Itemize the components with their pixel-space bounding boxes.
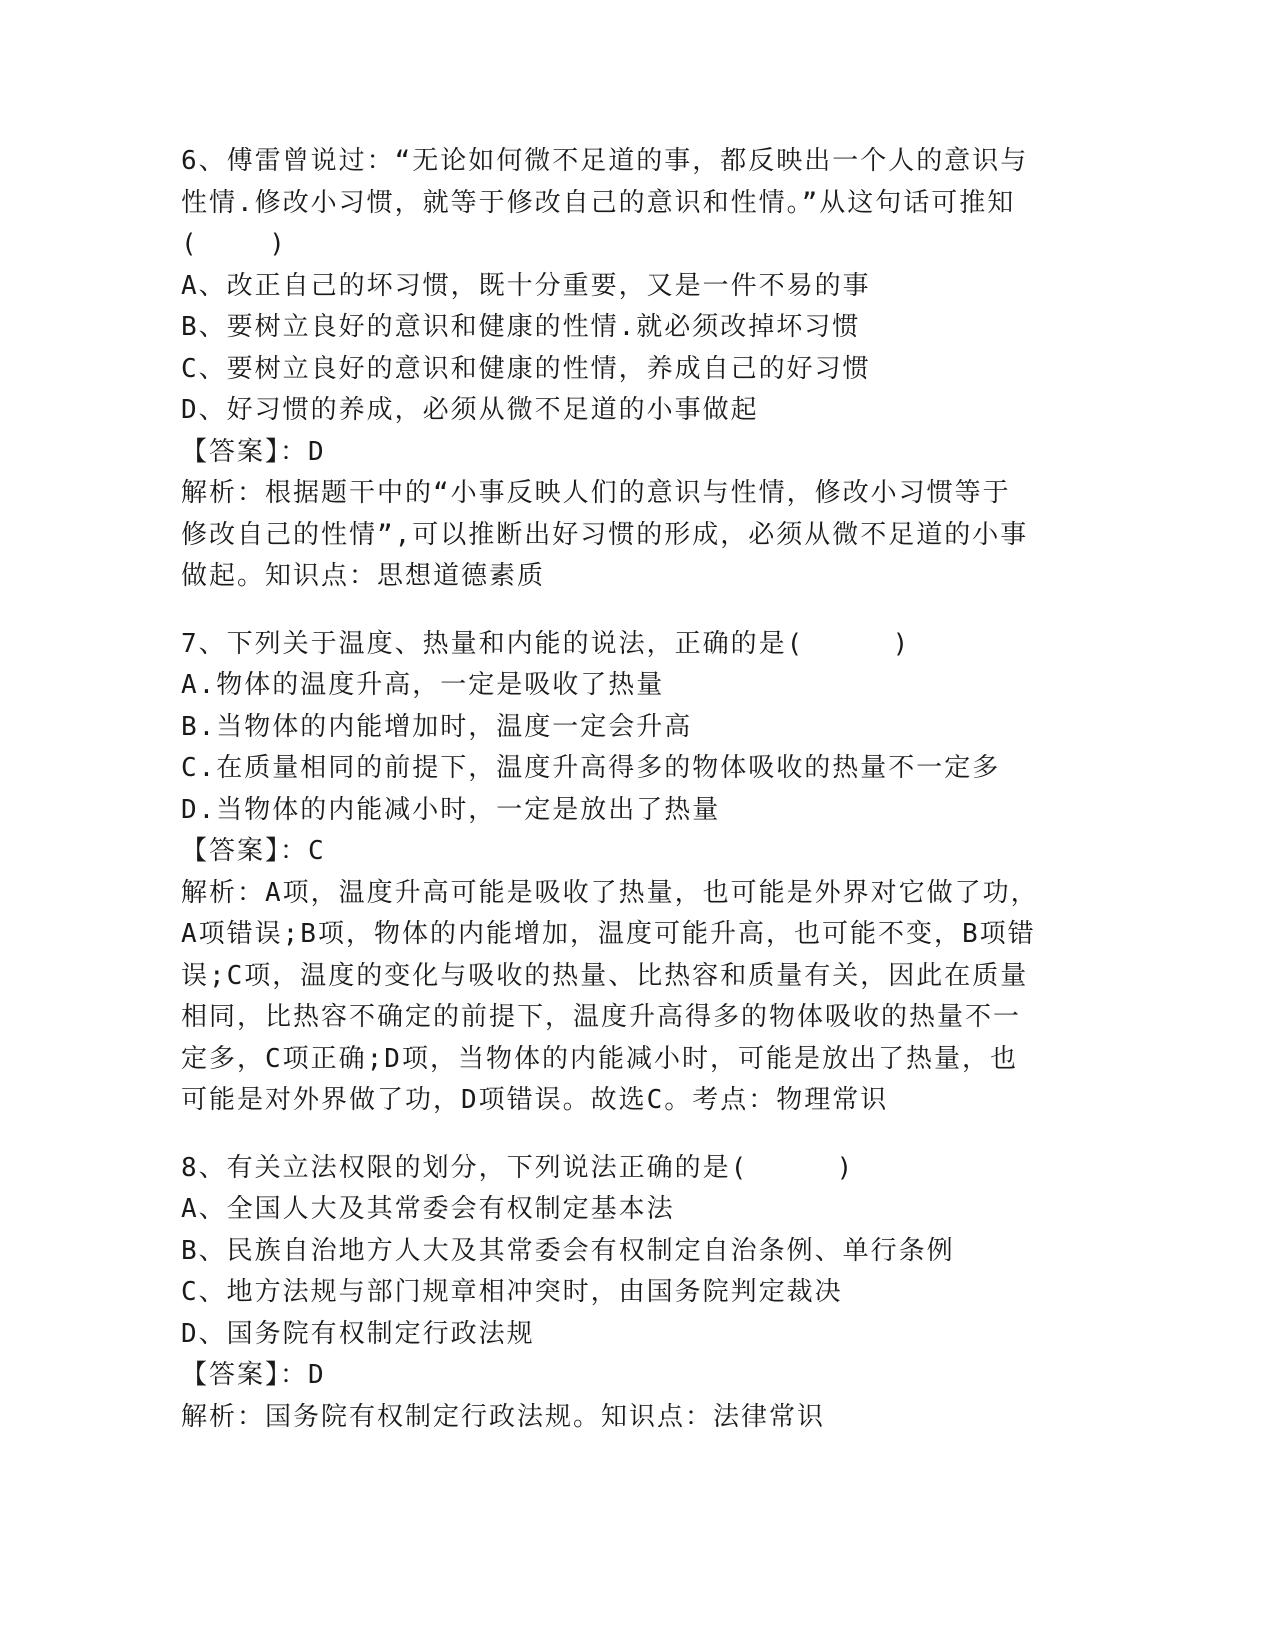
option-b: B.当物体的内能增加时，温度一定会升高 [181,711,693,742]
question-stem [181,141,1041,266]
analysis-line: 解析：国务院有权制定行政法规。知识点：法律常识 [181,1401,826,1432]
answer-line: 【答案】：D [181,1360,326,1390]
analysis-line: A项错误;B项，物体的内能增加，温度可能升高，也可能不变，B项错 [181,919,1036,949]
analysis-line: 定多，C项正确;D项，当物体的内能减小时，可能是放出了热量，也 [181,1043,1018,1074]
option-b: B、民族自治地方人大及其常委会有权制定自治条例、单行条例 [181,1235,955,1266]
option-c: C、地方法规与部门规章相冲突时，由国务院判定裁决 [181,1277,843,1307]
question-8 [181,1148,1041,1439]
analysis-line: 相同，比热容不确定的前提下，温度升高得多的物体吸收的热量不一 [181,1002,1022,1032]
analysis [181,873,1041,1122]
analysis [181,1397,1041,1439]
stem-line: 7、下列关于温度、热量和内能的说法，正确的是( ) [181,628,911,659]
option-c: C.在质量相同的前提下，温度升高得多的物体吸收的热量不一定多 [181,753,1001,783]
option-d: D.当物体的内能减小时，一定是放出了热量 [181,794,721,825]
option-d: D、好习惯的养成，必须从微不足道的小事做起 [181,395,759,425]
analysis-line: 误;C项，温度的变化与吸收的热量、比热容和质量有关，因此在质量 [181,960,1029,991]
analysis-line: 可能是对外界做了功，D项错误。故选C。考点：物理常识 [181,1085,889,1115]
stem-line: 性情.修改小习惯，就等于修改自己的意识和性情。”从这句话可推知 [181,187,1016,218]
stem-line: 8、有关立法权限的划分，下列说法正确的是( ) [181,1152,855,1183]
option-a: A、改正自己的坏习惯，既十分重要，又是一件不易的事 [181,270,871,301]
question-stem [181,624,1041,666]
option-a: A.物体的温度升高，一定是吸收了热量 [181,670,665,700]
stem-line: ( ) [181,229,287,259]
option-list [181,1189,1041,1355]
document-page [181,141,1041,1438]
analysis-line: 做起。知识点：思想道德素质 [181,561,546,591]
option-c: C、要树立良好的意识和健康的性情，养成自己的好习惯 [181,353,871,384]
option-a: A、全国人大及其常委会有权制定基本法 [181,1194,675,1224]
option-b: B、要树立良好的意识和健康的性情.就必须改掉坏习惯 [181,312,861,342]
stem-line: 6、傅雷曾说过：“无论如何微不足道的事，都反映出一个人的意识与 [181,146,1029,176]
question-stem [181,1148,1041,1190]
option-list [181,266,1041,432]
answer-line: 【答案】：C [181,836,326,866]
question-6 [181,141,1041,598]
analysis-line: 解析：A项，温度升高可能是吸收了热量，也可能是外界对它做了功， [181,877,1039,908]
analysis-line: 解析：根据题干中的“小事反映人们的意识与性情，修改小习惯等于 [181,478,1011,508]
analysis-line: 修改自己的性情”,可以推断出好习惯的形成，必须从微不足道的小事 [181,519,1029,550]
option-d: D、国务院有权制定行政法规 [181,1318,535,1349]
option-list [181,665,1041,831]
answer-line: 【答案】：D [181,436,326,467]
question-7 [181,624,1041,1122]
analysis [181,473,1041,598]
